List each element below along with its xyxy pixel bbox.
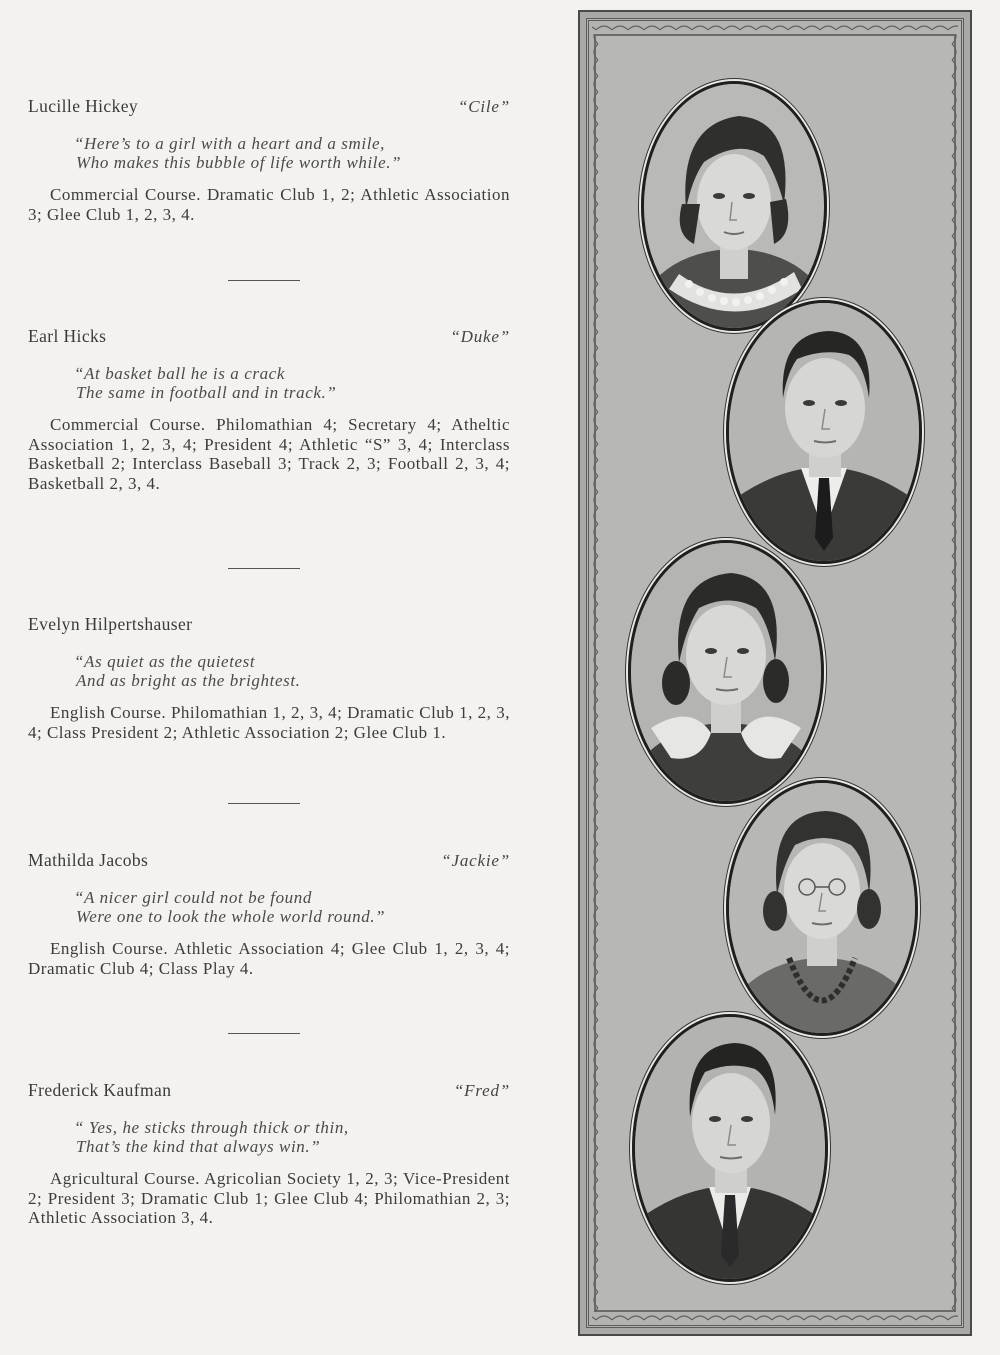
student-name: Earl Hicks [28, 326, 107, 346]
entry-header [28, 96, 510, 122]
student-quote [74, 134, 510, 172]
entry-lucille-hickey [28, 96, 510, 224]
student-activities: English Course. Philomathian 1, 2, 3, 4; Dramatic Club 1, 2, 3, 4; Class President 2; Athletic Association 2; Glee Club 1. [28, 703, 510, 742]
student-quote [74, 888, 510, 926]
student-activities: Commercial Course. Philomathian 4; Secretary 4; Atheltic Association 1, 2, 3, 4; President 4; Athletic “S” 3, 4; Interclass Basketball 2; Interclass Baseball 3; Track 2, 3; Football 2, 3, 4; Basketball 2, 3, 4. [28, 415, 510, 493]
entry-evelyn-hilpertshauser [28, 614, 510, 742]
quote-line: And as bright as the brightest. [76, 671, 301, 690]
girl-portrait-icon [631, 543, 821, 801]
quote-line: “As quiet as the quietest [74, 652, 256, 671]
portrait-earl-hicks [726, 300, 922, 564]
section-divider [228, 280, 300, 281]
entry-header [28, 1080, 510, 1106]
portrait-panel [578, 10, 972, 1336]
quote-line: “A nicer girl could not be found [74, 888, 312, 907]
student-nickname: “Fred” [453, 1081, 510, 1100]
girl-portrait-icon [644, 84, 824, 328]
boy-portrait-icon [635, 1017, 825, 1279]
entry-earl-hicks [28, 326, 510, 493]
student-name: Frederick Kaufman [28, 1080, 172, 1100]
student-name: Mathilda Jacobs [28, 850, 149, 870]
quote-line: “Here’s to a girl with a heart and a smile, [74, 134, 386, 153]
student-activities: Agricultural Course. Agricolian Society 1, 2, 3; Vice-President 2; President 3; Dramatic Club 1; Glee Club 4; Philomathian 2, 3; Athletic Association 3, 4. [28, 1169, 510, 1227]
student-nickname: “Duke” [450, 327, 510, 346]
entry-header [28, 614, 510, 640]
student-activities: Commercial Course. Dramatic Club 1, 2; Athletic Association 3; Glee Club 1, 2, 3, 4. [28, 185, 510, 224]
entry-mathilda-jacobs [28, 850, 510, 978]
student-quote [74, 1118, 510, 1156]
section-divider [228, 568, 300, 569]
girl-portrait-icon [729, 783, 915, 1033]
quote-line: “ Yes, he sticks through thick or thin, [74, 1118, 349, 1137]
student-quote [74, 364, 510, 402]
entry-frederick-kaufman [28, 1080, 510, 1228]
quote-line: “At basket ball he is a crack [74, 364, 285, 383]
entry-header [28, 326, 510, 352]
portrait-mathilda-jacobs [726, 780, 918, 1036]
quote-line: That’s the kind that always win.” [76, 1137, 321, 1156]
student-quote [74, 652, 510, 690]
section-divider [228, 1033, 300, 1034]
quote-line: Were one to look the whole world round.” [76, 907, 386, 926]
student-name: Lucille Hickey [28, 96, 139, 116]
portrait-evelyn-hilpertshauser [628, 540, 824, 804]
boy-portrait-icon [729, 303, 919, 561]
student-activities: English Course. Athletic Association 4; Glee Club 1, 2, 3, 4; Dramatic Club 4; Class Play 4. [28, 939, 510, 978]
entry-header [28, 850, 510, 876]
portrait-lucille-hickey [641, 81, 827, 331]
student-name: Evelyn Hilpertshauser [28, 614, 193, 634]
student-nickname: “Jackie” [441, 851, 510, 870]
quote-line: Who makes this bubble of life worth while.” [76, 153, 402, 172]
portrait-frederick-kaufman [632, 1014, 828, 1282]
quote-line: The same in football and in track.” [76, 383, 337, 402]
section-divider [228, 803, 300, 804]
student-nickname: “Cile” [457, 97, 510, 116]
